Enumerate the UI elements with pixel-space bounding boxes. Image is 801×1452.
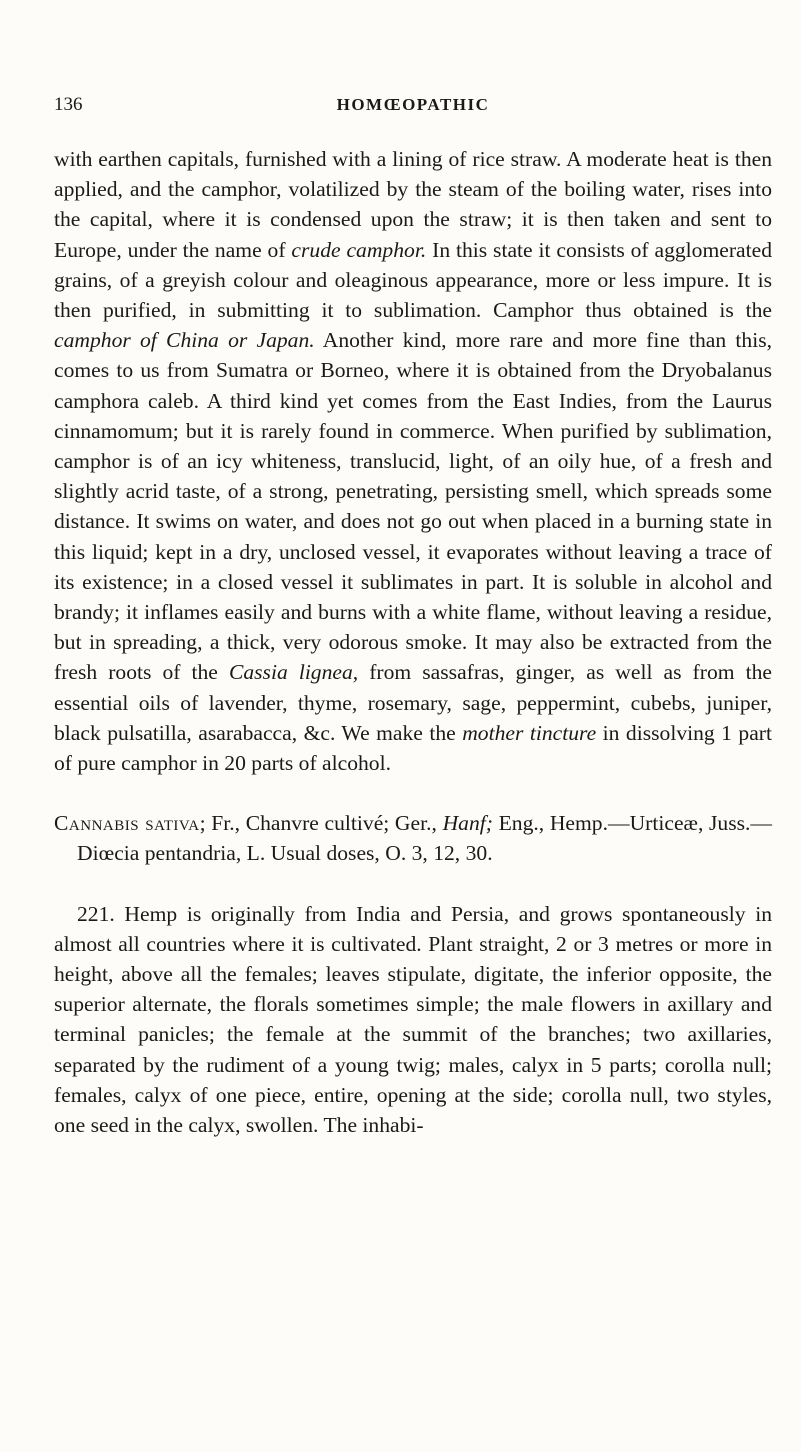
cassia-term: Cassia lignea, bbox=[228, 660, 359, 685]
camphor-paragraph: with earthen capitals, furnished with a lining of rice straw. A moderate heat is then applied, and the camphor, volatilized by the steam of the boiling water, rises into the capital, where it is condensed upon the straw; it is then taken and sent to Europe, under the name of crude camphor. In this state it consists of agglomerated grains, of a greyish colour and oleaginous appearance, more or less impure. It is then purified, in submitting it to sublimation. Camphor thus obtained is the camphor of China or Japan. Another kind, more rare and more fine than this, comes to us from Sumatra or Borneo, where it is obtained from the Dryobalanus camphora caleb. A third kind yet comes from the East Indies, from the Laurus cinnamomum; but it is rarely found in commerce. When purified by sublimation, camphor is of an icy whiteness, translucid, light, of an oily hue, of a fresh and slightly acrid taste, of a strong, penetrating, persisting smell, which spreads some distance. It swims on water, and does not go out when placed in a burning state in this liquid; kept in a dry, unclosed vessel, it evaporates without leaving a trace of its existence; in a closed vessel it sublimates in part. It is soluble in alcohol and brandy; it inflames easily and burns with a white flame, without leaving a residue, but in spreading, a thick, very odorous smoke. It may also be extracted from the fresh roots of the Cassia lignea, from sassafras, ginger, as well as from the essential oils of lavender, thyme, rosemary, sage, peppermint, cubebs, juniper, black pulsatilla, asarabacca, &c. We make the mother tincture in dissolving 1 part of pure camphor in 20 parts of alcohol. bbox=[54, 147, 773, 776]
german-name: Hanf; bbox=[442, 811, 493, 836]
crude-camphor-term: crude camphor. bbox=[291, 237, 427, 262]
remedy-name: Cannabis sativa bbox=[54, 811, 200, 836]
paragraph-221: 221. Hemp is originally from India and Persia, and grows spontaneously in almost all countries where it is cultivated. Plant straight, 2 or 3 metres or more in height, above all the females; leaves stipulate, digitate, the inferior opposite, the superior alternate, the florals sometimes simple; the male flowers in axillary and terminal panicles; the female at the summit of the branches; two axillaries, separated by the rudiment of a young twig; males, calyx in 5 parts; corolla null; females, calyx of one piece, entire, opening at the side; corolla null, two styles, one seed in the calyx, swollen. The inhabi- bbox=[54, 901, 772, 1138]
running-head bbox=[54, 92, 772, 118]
page-number: 136 bbox=[54, 94, 83, 115]
running-title: HOMŒOPATHIC bbox=[336, 95, 490, 114]
mother-tincture-term: mother tincture bbox=[462, 720, 597, 745]
page-body bbox=[54, 144, 772, 1140]
cannabis-entry-heading: Cannabis sativa; Fr., Chanvre cultivé; Ger., Hanf; Eng., Hemp.—Urticeæ, Juss.—Diœcia pentandria, L. Usual doses, O. 3, 12, 30. bbox=[54, 811, 772, 866]
camphor-china-term: camphor of China or Japan. bbox=[54, 328, 315, 353]
